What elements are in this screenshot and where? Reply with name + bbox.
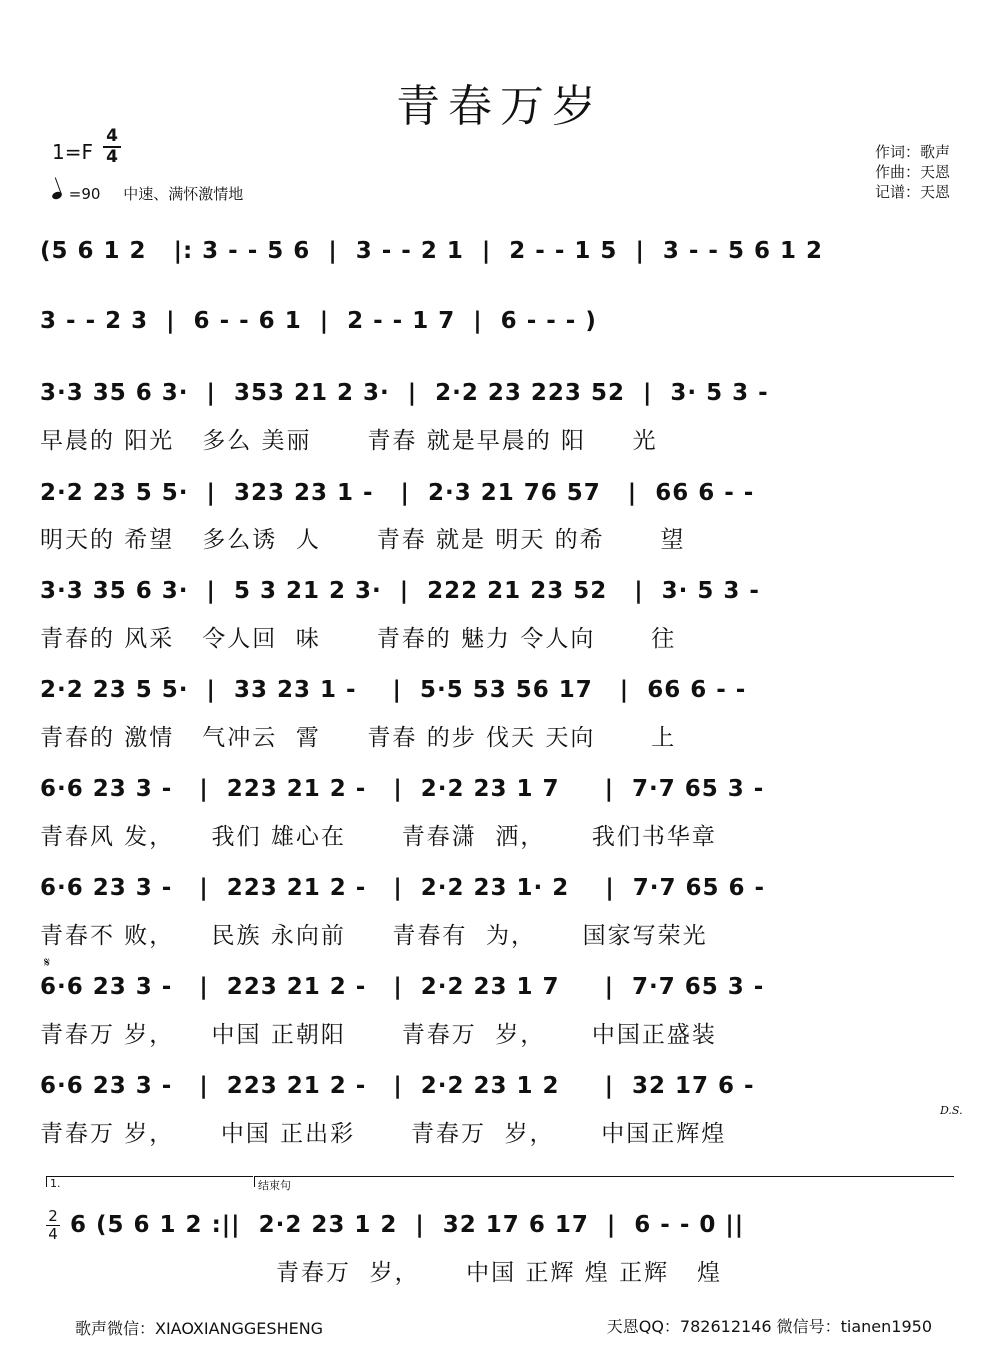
first-ending-bracket: 1. [46, 1176, 253, 1187]
page-title: 青春万岁 [396, 81, 604, 132]
ending-time-bottom: 4 [46, 1225, 60, 1243]
segno-sign: 𝄋 [44, 955, 51, 971]
tempo-text: 中速、满怀激情地 [123, 185, 244, 203]
time-signature-top: 4 [106, 126, 118, 146]
score-line-1-lyrics: 早晨的 阳光 多么 美丽 青春 就是早晨的 阳 光 [40, 428, 658, 454]
ending-lyrics: 青春万 岁， 中国 正辉 煌 正辉 煌 [276, 1260, 723, 1286]
score-line-7-notes: 6·6 23 3 - | 223 21 2 - | 2·2 23 1 7 | 7·7 65 3 - [40, 974, 765, 1000]
score-line-6-notes: 6·6 23 3 - | 223 21 2 - | 2·2 23 1· 2 | 7·7 65 6 - [40, 875, 766, 901]
score-line-4-notes: 2·2 23 5 5· | 33 23 1 - | 5·5 53 56 17 | 66 6 - - [40, 677, 747, 703]
score-line-3-notes: 3·3 35 6 3· | 5 3 21 2 3· | 222 21 23 52 | 3· 5 3 - [40, 578, 760, 604]
time-signature-bottom: 4 [103, 146, 121, 167]
tempo-marking [52, 183, 243, 204]
composer: 作曲：天恩 [874, 163, 950, 181]
coda-bracket: 结束句 [254, 1176, 954, 1187]
score-line-1-notes: 3·3 35 6 3· | 353 21 2 3· | 2·2 23 223 52 | 3· 5 3 - [40, 380, 769, 406]
ending-time-signature [46, 1208, 60, 1243]
ending-notes: 6 (5 6 1 2 :|| 2·2 23 1 2 | 32 17 6 17 | 6 - - 0 || [70, 1212, 745, 1238]
ending-time-top: 2 [48, 1207, 58, 1225]
score-line-3-lyrics: 青春的 风采 令人回 味 青春的 魅力 令人向 往 [40, 626, 677, 652]
score-line-2-lyrics: 明天的 希望 多么诱 人 青春 就是 明天 的希 望 [40, 527, 686, 553]
time-signature [103, 127, 121, 167]
score-line-8-lyrics: 青春万 岁， 中国 正出彩 青春万 岁， 中国正辉煌 [40, 1121, 727, 1147]
score-line-4-lyrics: 青春的 激情 气冲云 霄 青春 的步 伐天 天向 上 [40, 725, 677, 751]
key-signature: 1=F [52, 140, 93, 164]
score-line-5-notes: 6·6 23 3 - | 223 21 2 - | 2·2 23 1 7 | 7·7 65 3 - [40, 776, 765, 802]
score-line-2-notes: 2·2 23 5 5· | 323 23 1 - | 2·3 21 76 57 | 66 6 - - [40, 480, 755, 506]
intro-line-1: (5 6 1 2 |: 3 - - 5 6 | 3 - - 2 1 | 2 - - 1 5 | 3 - - 5 6 1 2 [40, 238, 824, 264]
score-line-8-notes: 6·6 23 3 - | 223 21 2 - | 2·2 23 1 2 | 32 17 6 - [40, 1073, 755, 1099]
quarter-note-icon [51, 191, 63, 201]
score-line-5-lyrics: 青春风 发， 我们 雄心在 青春潇 洒， 我们书华章 [40, 824, 717, 850]
credits [875, 142, 950, 202]
tempo-value: =90 [68, 185, 101, 203]
footer-right: 天恩QQ：782612146 微信号：tianen1950 [606, 1317, 932, 1336]
transcriber: 记谱：天恩 [874, 183, 950, 201]
lyricist: 作词：歌声 [874, 143, 950, 161]
score-line-7-lyrics: 青春万 岁， 中国 正朝阳 青春万 岁， 中国正盛装 [40, 1022, 717, 1048]
intro-line-2: 3 - - 2 3 | 6 - - 6 1 | 2 - - 1 7 | 6 - - - ) [40, 308, 597, 334]
score-line-6-lyrics: 青春不 败， 民族 永向前 青春有 为， 国家写荣光 [40, 923, 708, 949]
dal-segno: D.S. [940, 1104, 963, 1117]
footer-left: 歌声微信：XIAOXIANGGESHENG [75, 1319, 324, 1338]
